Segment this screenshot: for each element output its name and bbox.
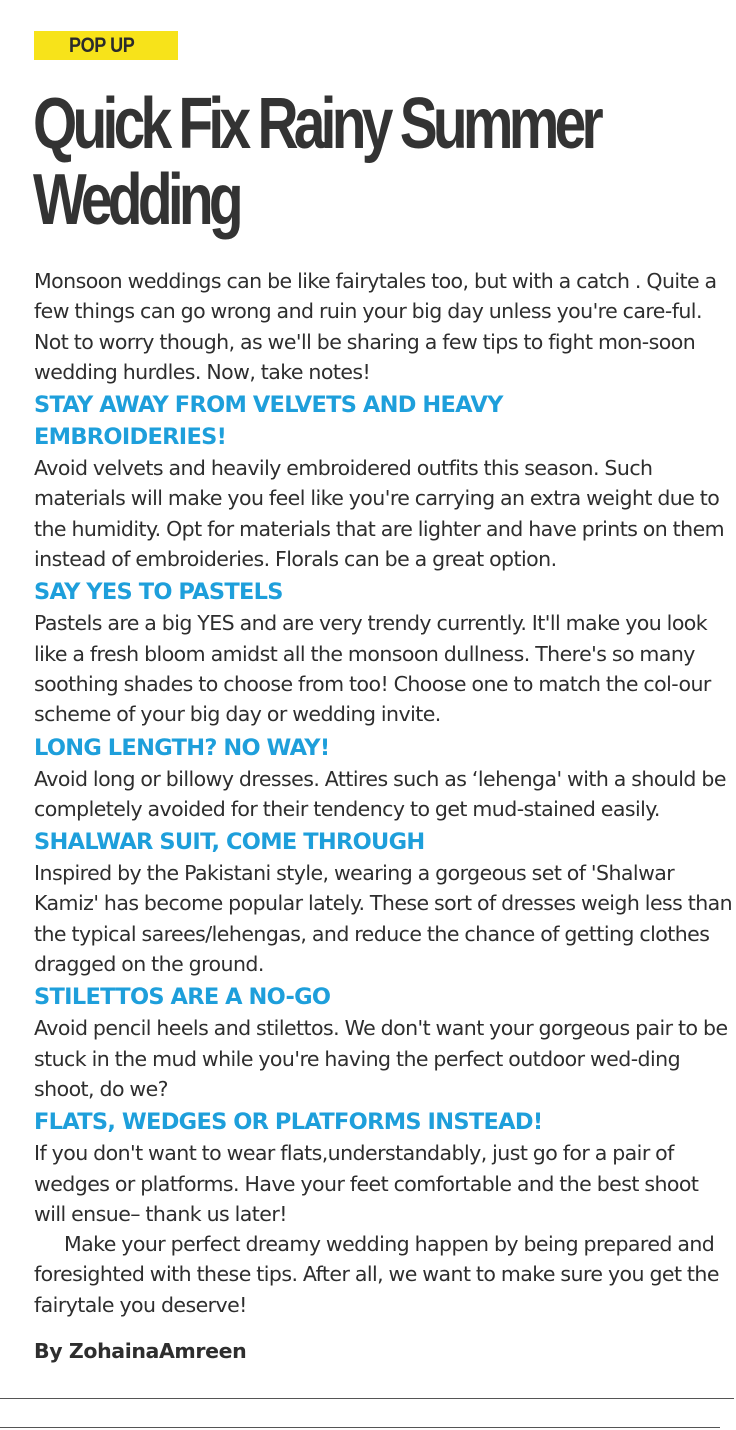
article-title [33, 86, 733, 238]
footer-divider-top [0, 1398, 734, 1399]
section-heading-shalwar-suit: SHALWAR SUIT, COME THROUGH [34, 829, 425, 856]
closing-paragraph: Make your perfect dreamy wedding happen by being prepared and foresighted with these tips. After all, we want to make sure you get the fairytale you deserve! [34, 1232, 719, 1317]
section-body-shalwar-suit: Inspired by the Pakistani style, wearing a gorgeous set of 'Shalwar Kamiz' has become popular lately. These sort of dresses weigh less than the typical sarees/lehengas, and reduce the chance of getting clothes dragged on the ground. [34, 861, 733, 977]
section-body-long-length: Avoid long or billowy dresses. Attires such as ‘lehenga' with a should be completely avoided for their tendency to get mud-stained easily. [34, 766, 726, 821]
section-body-flats-wedges: If you don't want to wear flats,understandably, just go for a pair of wedges or platforms. Have your feet comfortable and the best shoot will ensue– thank us later! [34, 1141, 699, 1226]
section-body-velvets: Avoid velvets and heavily embroidered outfits this season. Such materials will make you feel like you're carrying an extra weight due to the humidity. Opt for materials that are lighter and have prints on them instead of embroideries. Florals can be a great option. [34, 456, 725, 572]
author-byline: By ZohainaAmreen [34, 1339, 247, 1363]
section-tag [34, 31, 178, 60]
footer-divider-bottom [0, 1427, 720, 1428]
article-body [34, 266, 734, 1320]
article-title-line-1: Quick Fix Rainy Summer [33, 84, 599, 164]
article-title-line-2: Wedding [33, 160, 239, 240]
intro-paragraph: Monsoon weddings can be like fairytales too, but with a catch . Quite a few things can go wrong and ruin your big day unless you're care-ful. Not to worry though, as we'll be sharing a few tips to fight mon-soon wedding hurdles. Now, take notes! [34, 269, 717, 384]
section-heading-pastels: SAY YES TO PASTELS [34, 579, 283, 606]
section-heading-stilettos: STILETTOS ARE A NO-GO [34, 984, 331, 1011]
section-tag-label: POP UP [69, 34, 135, 57]
section-body-stilettos: Avoid pencil heels and stilettos. We don't want your gorgeous pair to be stuck in the mud while you're having the perfect outdoor wed-ding shoot, do we? [34, 1016, 728, 1101]
section-body-pastels: Pastels are a big YES and are very trendy currently. It'll make you look like a fresh bloom amidst all the monsoon dullness. There's so many soothing shades to choose from too! Choose one to match the col-our scheme of your big day or wedding invite. [34, 611, 711, 727]
section-heading-long-length: LONG LENGTH? NO WAY! [34, 734, 330, 761]
section-heading-flats-wedges: FLATS, WEDGES OR PLATFORMS INSTEAD! [34, 1109, 543, 1136]
section-heading-velvets: STAY AWAY FROM VELVETS AND HEAVY EMBROIDERIES! [34, 392, 503, 451]
